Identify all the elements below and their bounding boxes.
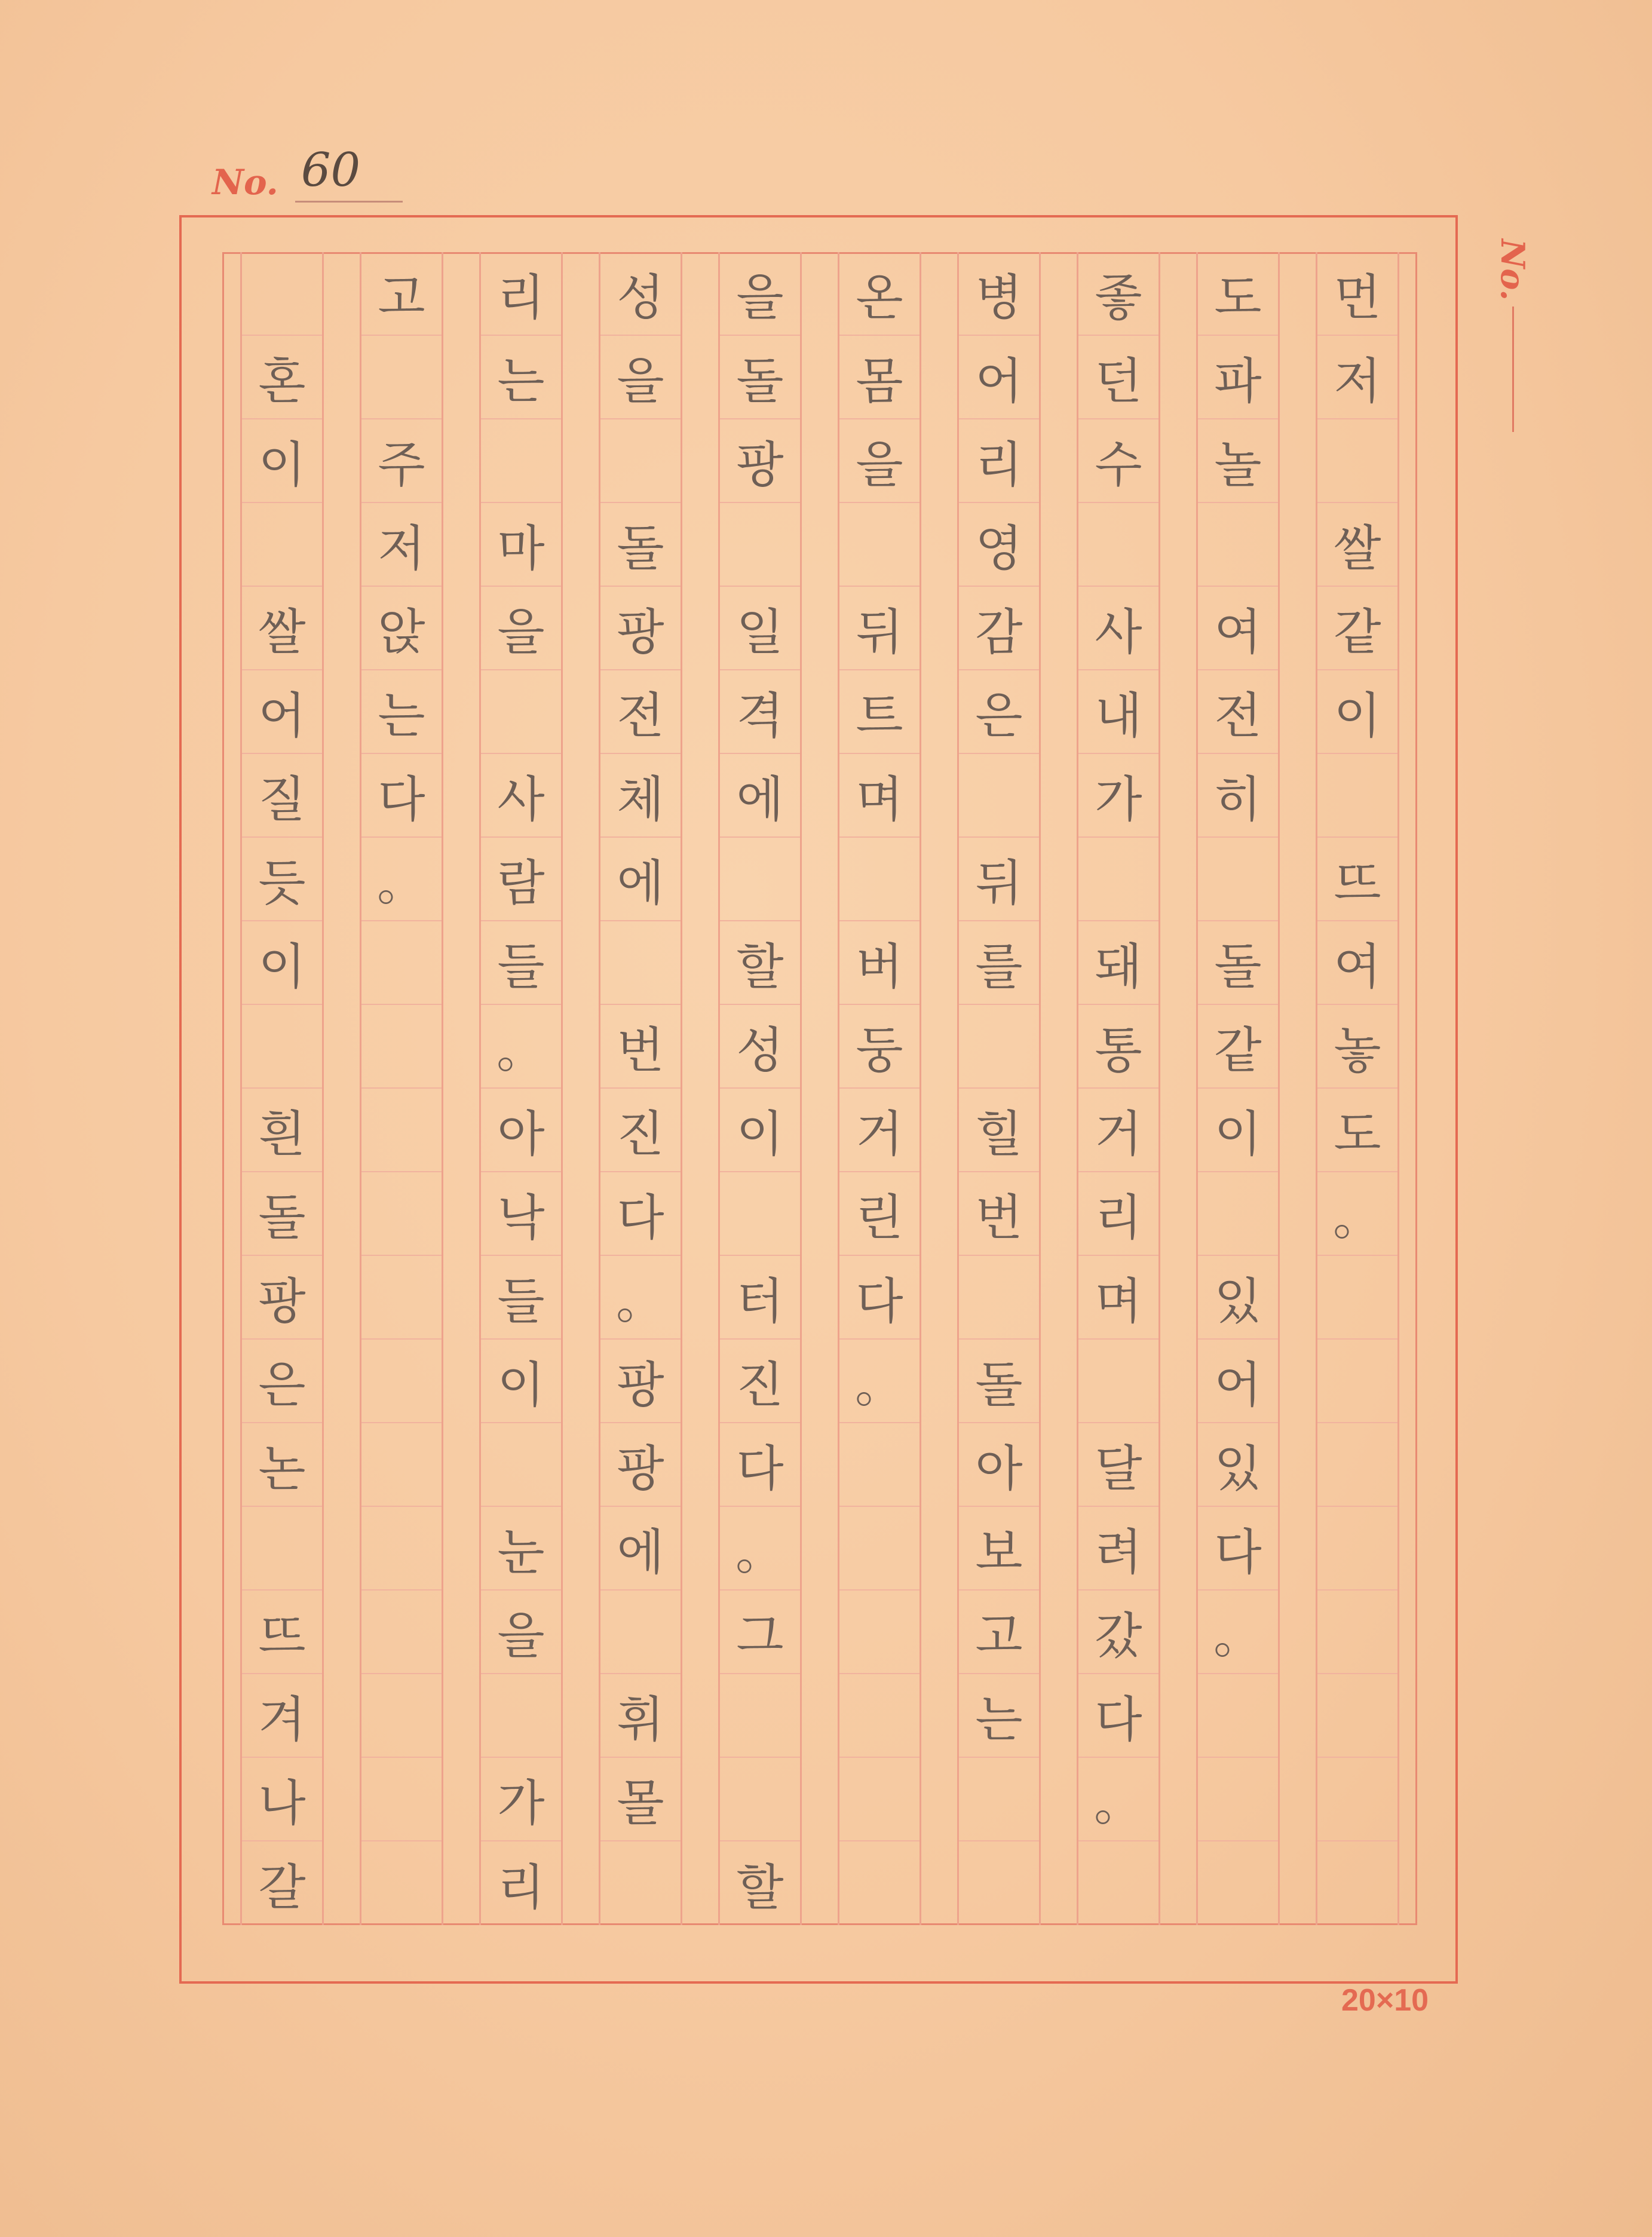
manuscript-cell: 팡 — [600, 1340, 681, 1423]
manuscript-cell: 논 — [242, 1423, 322, 1507]
manuscript-cell: 수 — [1078, 419, 1158, 503]
manuscript-cell: 며 — [1078, 1256, 1158, 1340]
manuscript-cell — [839, 1591, 920, 1674]
manuscript-cell: 다 — [1078, 1674, 1158, 1758]
manuscript-cell: 주 — [361, 419, 442, 503]
manuscript-cell — [1317, 1674, 1397, 1758]
manuscript-cell: 번 — [959, 1172, 1039, 1256]
manuscript-cell: 여 — [1317, 921, 1397, 1005]
manuscript-column — [1196, 252, 1280, 1925]
manuscript-cell — [1198, 1841, 1278, 1925]
manuscript-cell — [361, 1172, 442, 1256]
manuscript-cell: 이 — [1317, 670, 1397, 754]
manuscript-cell: 갈 — [258, 1859, 306, 1916]
manuscript-cell: 달 — [1078, 1423, 1158, 1507]
manuscript-cell: 던 — [1078, 336, 1158, 419]
manuscript-cell — [600, 419, 681, 503]
manuscript-cell — [1078, 1841, 1158, 1925]
manuscript-cell: 들 — [481, 1256, 561, 1340]
manuscript-cell: 버 — [839, 921, 920, 1005]
manuscript-cell: 어 — [959, 336, 1039, 419]
manuscript-cell: 다 — [600, 1172, 681, 1256]
manuscript-cell — [1198, 503, 1278, 587]
page-number-header — [212, 143, 403, 203]
manuscript-cell: 다 — [361, 754, 442, 838]
manuscript-cell: 에 — [600, 1507, 681, 1591]
manuscript-cell — [481, 419, 561, 503]
manuscript-cell: 람 — [481, 838, 561, 921]
paper-size-label: 20×10 — [1341, 1983, 1429, 2018]
manuscript-cell — [1198, 1758, 1278, 1841]
manuscript-cell — [1317, 1256, 1397, 1340]
manuscript-cell: 파 — [1198, 336, 1278, 419]
manuscript-cell: 몸 — [839, 336, 920, 419]
manuscript-cell: 진 — [720, 1340, 800, 1423]
manuscript-column — [479, 252, 563, 1925]
manuscript-cell: 병 — [959, 252, 1039, 336]
manuscript-cell — [481, 670, 561, 754]
manuscript-cell: 눈 — [481, 1507, 561, 1591]
manuscript-cell: 전 — [600, 670, 681, 754]
manuscript-cell: 려 — [1078, 1507, 1158, 1591]
manuscript-cell: 들 — [481, 921, 561, 1005]
manuscript-column — [957, 252, 1041, 1925]
manuscript-cell: 리 — [497, 1859, 545, 1916]
manuscript-grid — [222, 252, 1417, 1925]
side-number-field — [1494, 239, 1532, 432]
manuscript-cell: 뜨 — [1317, 838, 1397, 921]
manuscript-cell: 이 — [1198, 1089, 1278, 1172]
manuscript-cell — [361, 921, 442, 1005]
manuscript-cell — [361, 1674, 442, 1758]
manuscript-cell — [600, 921, 681, 1005]
manuscript-cell: 통 — [1078, 1005, 1158, 1089]
manuscript-cell: 낙 — [481, 1172, 561, 1256]
manuscript-cell: 몰 — [600, 1758, 681, 1841]
manuscript-cell: 리 — [1078, 1172, 1158, 1256]
manuscript-cell: 보 — [959, 1507, 1039, 1591]
manuscript-cell — [600, 1841, 681, 1925]
manuscript-cell: 은 — [242, 1340, 322, 1423]
manuscript-cell: 을 — [839, 419, 920, 503]
manuscript-cell: 감 — [959, 587, 1039, 670]
manuscript-cell — [361, 1423, 442, 1507]
manuscript-cell — [361, 1591, 442, 1674]
manuscript-cell — [839, 1423, 920, 1507]
manuscript-cell: 먼 — [1317, 252, 1397, 336]
manuscript-cell: 앉 — [361, 587, 442, 670]
manuscript-column — [718, 252, 802, 1925]
manuscript-cell: 다 — [1198, 1507, 1278, 1591]
manuscript-cell: 에 — [600, 838, 681, 921]
manuscript-cell: 을 — [600, 336, 681, 419]
manuscript-column — [360, 252, 443, 1925]
manuscript-cell — [839, 1758, 920, 1841]
manuscript-cell — [1317, 1507, 1397, 1591]
manuscript-cell: 가 — [1078, 754, 1158, 838]
manuscript-cell: 할 — [720, 921, 800, 1005]
manuscript-cell: 리 — [481, 252, 561, 336]
manuscript-cell: 번 — [600, 1005, 681, 1089]
manuscript-cell: 격 — [720, 670, 800, 754]
manuscript-cell: 을 — [481, 587, 561, 670]
manuscript-cell: 이 — [242, 419, 322, 503]
manuscript-cell: 이 — [481, 1340, 561, 1423]
manuscript-cell — [1078, 503, 1158, 587]
manuscript-cell: 돌 — [600, 503, 681, 587]
manuscript-cell — [361, 1340, 442, 1423]
manuscript-cell — [481, 1423, 561, 1507]
manuscript-cell — [720, 1674, 800, 1758]
manuscript-cell — [839, 838, 920, 921]
manuscript-cell: 뒤 — [959, 838, 1039, 921]
manuscript-cell: 을 — [481, 1591, 561, 1674]
manuscript-cell: 。 — [1317, 1172, 1397, 1256]
manuscript-cell: 영 — [959, 503, 1039, 587]
manuscript-cell — [720, 503, 800, 587]
manuscript-cell: 터 — [720, 1256, 800, 1340]
manuscript-cell — [959, 1841, 1039, 1925]
manuscript-cell — [720, 1172, 800, 1256]
manuscript-cell: 저 — [1317, 336, 1397, 419]
manuscript-cell: 쌀 — [1317, 503, 1397, 587]
manuscript-cell: 놀 — [1198, 419, 1278, 503]
manuscript-cell — [1317, 1758, 1397, 1841]
manuscript-cell — [1198, 1172, 1278, 1256]
manuscript-cell: 팡 — [600, 587, 681, 670]
manuscript-cell: 내 — [1078, 670, 1158, 754]
manuscript-cell: 다 — [839, 1256, 920, 1340]
manuscript-cell: 놓 — [1317, 1005, 1397, 1089]
manuscript-cell: 마 — [481, 503, 561, 587]
manuscript-cell: 을 — [720, 252, 800, 336]
manuscript-cell: 거 — [1078, 1089, 1158, 1172]
manuscript-cell: 있 — [1198, 1423, 1278, 1507]
manuscript-cell: 팡 — [720, 419, 800, 503]
manuscript-cell — [959, 1758, 1039, 1841]
manuscript-cell: 뜨 — [242, 1591, 322, 1674]
manuscript-cell — [1078, 838, 1158, 921]
manuscript-cell — [361, 1507, 442, 1591]
manuscript-cell — [959, 1256, 1039, 1340]
manuscript-cell: 사 — [1078, 587, 1158, 670]
manuscript-cell: 은 — [959, 670, 1039, 754]
manuscript-cell — [839, 1841, 920, 1925]
manuscript-column — [838, 252, 921, 1925]
manuscript-cell: 아 — [959, 1423, 1039, 1507]
manuscript-cell: 며 — [839, 754, 920, 838]
manuscript-cell: 고 — [361, 252, 442, 336]
manuscript-cell — [1198, 1674, 1278, 1758]
manuscript-cell: 둥 — [839, 1005, 920, 1089]
manuscript-cell: 체 — [600, 754, 681, 838]
manuscript-cell: 그 — [720, 1591, 800, 1674]
manuscript-cell — [361, 1005, 442, 1089]
manuscript-cell: 전 — [1198, 670, 1278, 754]
manuscript-cell: 돌 — [720, 336, 800, 419]
manuscript-cell: 를 — [959, 921, 1039, 1005]
manuscript-cell: 。 — [481, 1005, 561, 1089]
manuscript-cell — [361, 336, 442, 419]
manuscript-cell: 같 — [1198, 1005, 1278, 1089]
page-number-value: 60 — [295, 143, 403, 203]
manuscript-cell: 는 — [481, 336, 561, 419]
manuscript-cell — [959, 1005, 1039, 1089]
manuscript-cell — [720, 1758, 800, 1841]
manuscript-cell — [361, 1841, 442, 1925]
manuscript-cell: 트 — [839, 670, 920, 754]
manuscript-cell — [361, 1758, 442, 1841]
manuscript-cell: 여 — [1198, 587, 1278, 670]
manuscript-cell: 。 — [1078, 1758, 1158, 1841]
manuscript-cell: 거 — [839, 1089, 920, 1172]
manuscript-cell: 갔 — [1078, 1591, 1158, 1674]
page-number-label: No. — [212, 162, 278, 203]
manuscript-cell — [1078, 1340, 1158, 1423]
manuscript-cell — [839, 503, 920, 587]
manuscript-cell: 。 — [1198, 1591, 1278, 1674]
manuscript-cell — [839, 1674, 920, 1758]
side-number-label: No. — [1494, 239, 1532, 301]
manuscript-cell: 돼 — [1078, 921, 1158, 1005]
manuscript-cell: 같 — [1317, 587, 1397, 670]
manuscript-cell: 온 — [839, 252, 920, 336]
manuscript-cell: 아 — [481, 1089, 561, 1172]
side-number-line — [1512, 307, 1514, 432]
manuscript-cell: 성 — [600, 252, 681, 336]
manuscript-cell: 。 — [361, 838, 442, 921]
manuscript-cell: 이 — [720, 1089, 800, 1172]
manuscript-cell: 흰 — [242, 1089, 322, 1172]
manuscript-cell: 질 — [242, 754, 322, 838]
manuscript-column — [1077, 252, 1160, 1925]
manuscript-cell — [720, 838, 800, 921]
manuscript-cell: 리 — [959, 419, 1039, 503]
manuscript-cell — [361, 1089, 442, 1172]
manuscript-cell: 있 — [1198, 1256, 1278, 1340]
manuscript-cell: 팡 — [242, 1256, 322, 1340]
manuscript-cell — [242, 1507, 322, 1591]
manuscript-cell — [1317, 1423, 1397, 1507]
manuscript-cell — [1317, 754, 1397, 838]
manuscript-cell — [242, 1005, 322, 1089]
manuscript-cell: 도 — [1317, 1089, 1397, 1172]
manuscript-cell: 진 — [600, 1089, 681, 1172]
manuscript-cell: 이 — [242, 921, 322, 1005]
manuscript-cell — [839, 1507, 920, 1591]
manuscript-cell: 뒤 — [839, 587, 920, 670]
manuscript-cell — [1317, 1340, 1397, 1423]
manuscript-cell — [481, 1674, 561, 1758]
manuscript-cell: 는 — [959, 1674, 1039, 1758]
manuscript-cell: 사 — [481, 754, 561, 838]
manuscript-cell: 어 — [1198, 1340, 1278, 1423]
manuscript-cell: 좋 — [1078, 252, 1158, 336]
manuscript-cell: 돌 — [959, 1340, 1039, 1423]
manuscript-cell: 팡 — [600, 1423, 681, 1507]
manuscript-cell — [361, 1256, 442, 1340]
manuscript-cell: 저 — [361, 503, 442, 587]
manuscript-cell: 할 — [736, 1859, 784, 1916]
manuscript-cell: 겨 — [242, 1674, 322, 1758]
manuscript-column — [240, 252, 324, 1925]
manuscript-cell: 돌 — [1198, 921, 1278, 1005]
manuscript-cell: 돌 — [242, 1172, 322, 1256]
manuscript-cell: 도 — [1198, 252, 1278, 336]
manuscript-cell: 고 — [959, 1591, 1039, 1674]
manuscript-cell: 는 — [361, 670, 442, 754]
manuscript-cell: 일 — [720, 587, 800, 670]
manuscript-cell: 쌀 — [242, 587, 322, 670]
manuscript-cell: 힐 — [959, 1089, 1039, 1172]
manuscript-cell: 휘 — [600, 1674, 681, 1758]
manuscript-cell: 。 — [720, 1507, 800, 1591]
manuscript-column — [1316, 252, 1399, 1925]
manuscript-cell: 린 — [839, 1172, 920, 1256]
manuscript-cell — [600, 1591, 681, 1674]
manuscript-cell — [242, 503, 322, 587]
manuscript-cell — [242, 252, 322, 336]
manuscript-cell: 어 — [242, 670, 322, 754]
manuscript-cell — [1317, 1591, 1397, 1674]
manuscript-cell: 혼 — [242, 336, 322, 419]
manuscript-cell: 가 — [481, 1758, 561, 1841]
manuscript-cell — [1317, 1841, 1397, 1925]
manuscript-cell: 에 — [720, 754, 800, 838]
manuscript-cell — [1317, 419, 1397, 503]
manuscript-cell: 성 — [720, 1005, 800, 1089]
manuscript-cell: 나 — [242, 1758, 322, 1841]
manuscript-cell — [1198, 838, 1278, 921]
manuscript-cell — [959, 754, 1039, 838]
manuscript-cell: 。 — [600, 1256, 681, 1340]
manuscript-frame — [179, 215, 1458, 1984]
manuscript-column — [599, 252, 682, 1925]
manuscript-cell: 다 — [720, 1423, 800, 1507]
manuscript-cell: 듯 — [242, 838, 322, 921]
manuscript-cell: 히 — [1198, 754, 1278, 838]
manuscript-cell: 。 — [839, 1340, 920, 1423]
